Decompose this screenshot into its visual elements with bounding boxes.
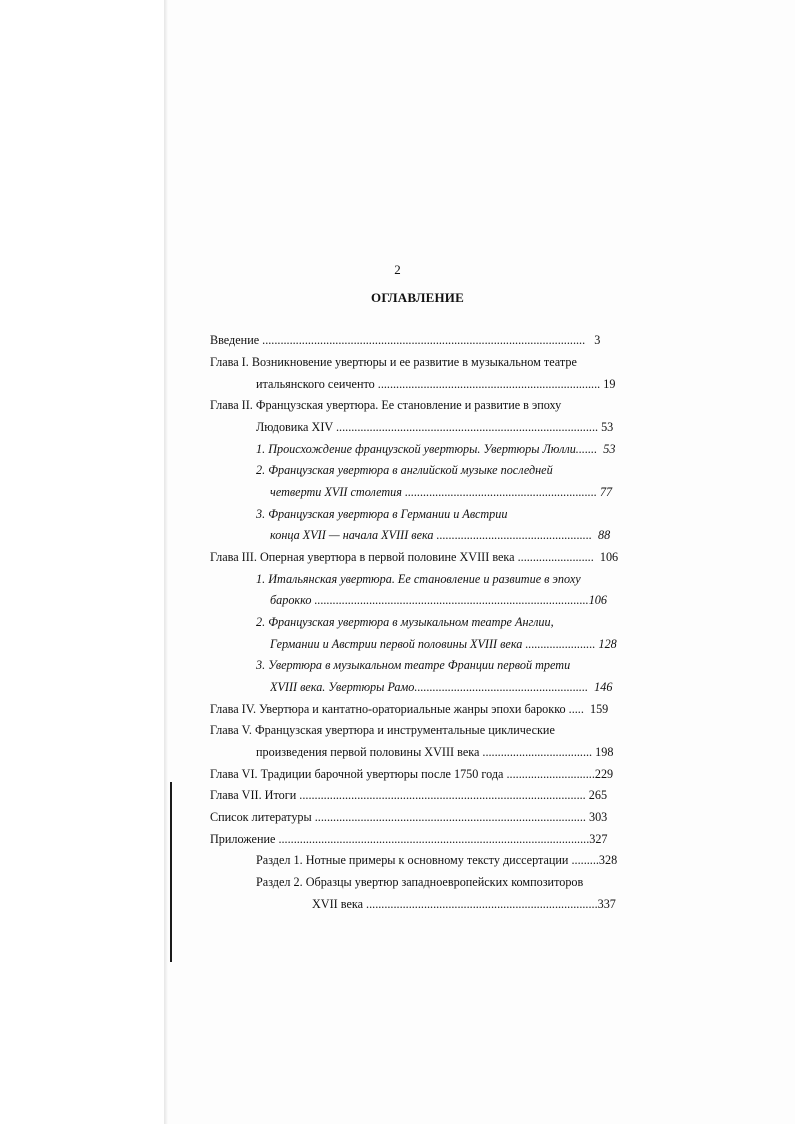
toc-line-introduction: Введение .......................................................................................................... 3 xyxy=(210,333,601,347)
page-left-shadow xyxy=(164,0,168,1124)
toc-line-chapter-7: Глава VII. Итоги .............................................................................................. 265 xyxy=(210,788,608,802)
toc-line-appendix: Приложение ......................................................................................................327 xyxy=(210,832,608,846)
toc-line-chapter-6: Глава VI. Традиции барочной увертюры после 1750 года .............................229 xyxy=(210,767,614,781)
toc-line-chapter-1-cont: итальянского сеиченто ......................................................................... 19 xyxy=(256,377,616,391)
toc-line-chapter-2-section-3: 3. Французская увертюра в Германии и Австрии xyxy=(256,507,508,521)
toc-line-chapter-4: Глава IV. Увертюра и кантатно-ораториальные жанры эпохи барокко ..... 159 xyxy=(210,702,609,716)
toc-line-appendix-part-2-cont: XVII века ............................................................................337 xyxy=(312,897,616,911)
page-number: 2 xyxy=(394,262,401,277)
toc-line-chapter-3-section-3: 3. Увертюра в музыкальном театре Франции первой трети xyxy=(256,658,571,672)
toc-line-chapter-2-section-1: 1. Происхождение французской увертюры. Увертюры Люлли....... 53 xyxy=(256,442,616,456)
toc-line-chapter-3: Глава III. Оперная увертюра в первой половине XVIII века ......................... 106 xyxy=(210,550,619,564)
toc-line-chapter-1: Глава I. Возникновение увертюры и ее развитие в музыкальном театре xyxy=(210,355,577,369)
toc-title: ОГЛАВЛЕНИЕ xyxy=(371,290,464,305)
toc-line-chapter-2-section-2-cont: четверти XVII столетия ............................................................... 77 xyxy=(270,485,613,499)
toc-line-appendix-part-1: Раздел 1. Нотные примеры к основному тексту диссертации .........328 xyxy=(256,853,618,867)
toc-line-chapter-2: Глава II. Французская увертюра. Ее становление и развитие в эпоху xyxy=(210,398,562,412)
toc-line-chapter-3-section-2: 2. Французская увертюра в музыкальном театре Англии, xyxy=(256,615,554,629)
scan-artifact-line xyxy=(170,782,172,962)
toc-line-chapter-3-section-3-cont: XVIII века. Увертюры Рамо......................................................... 146 xyxy=(270,680,613,694)
toc-line-chapter-3-section-1: 1. Итальянская увертюра. Ее становление и развитие в эпоху xyxy=(256,572,581,586)
toc-line-appendix-part-2: Раздел 2. Образцы увертюр западноевропейских композиторов xyxy=(256,875,584,889)
toc-line-chapter-3-section-2-cont: Германии и Австрии первой половины XVIII века ....................... 128 xyxy=(270,637,617,651)
toc-line-chapter-2-cont: Людовика XIV ...................................................................................... 53 xyxy=(256,420,614,434)
toc-line-chapter-2-section-2: 2. Французская увертюра в английской музыке последней xyxy=(256,463,553,477)
toc-line-chapter-5: Глава V. Французская увертюра и инструментальные циклические xyxy=(210,723,555,737)
toc-line-chapter-2-section-3-cont: конца XVII — начала XVIII века ................................................... 88 xyxy=(270,528,611,542)
toc-line-chapter-5-cont: произведения первой половины XVIII века .................................... 198 xyxy=(256,745,614,759)
toc-line-chapter-3-section-1-cont: барокко ..........................................................................................106 xyxy=(270,593,607,607)
toc-line-bibliography: Список литературы ......................................................................................... 303 xyxy=(210,810,608,824)
